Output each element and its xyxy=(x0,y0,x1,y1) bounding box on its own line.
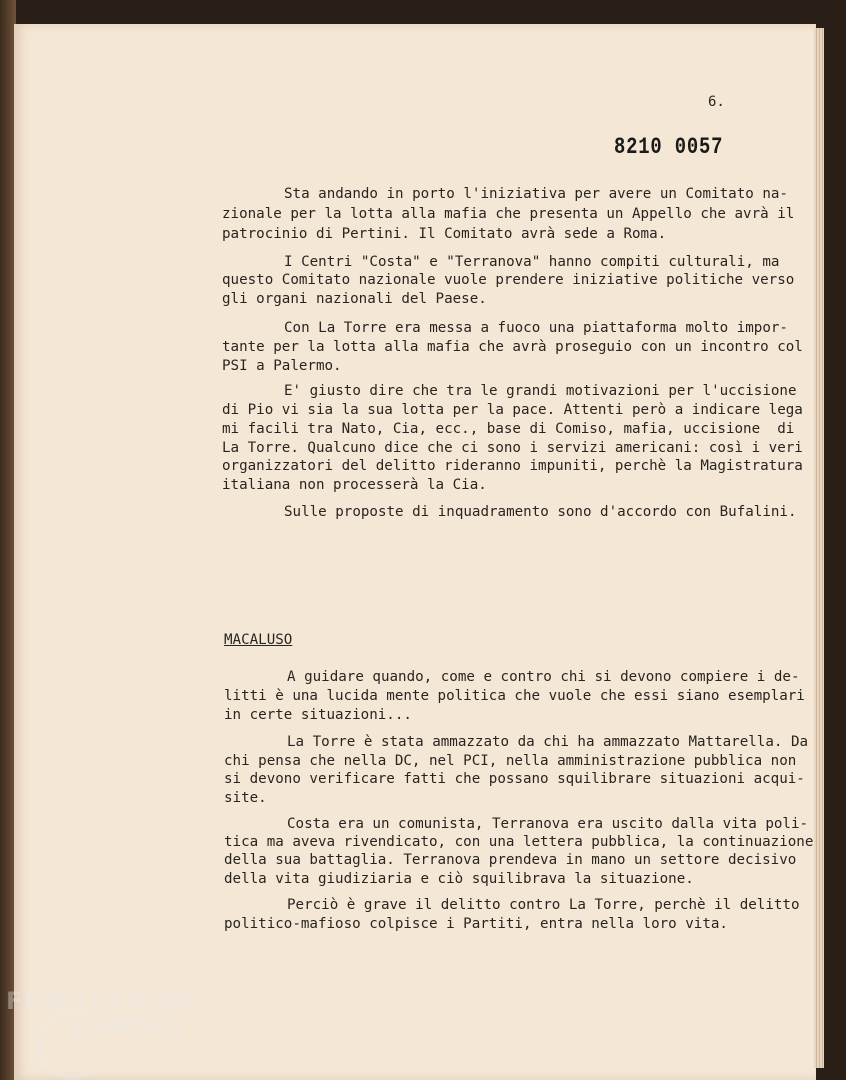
text-line: Sulle proposte di inquadramento sono d'accordo con Bufalini. xyxy=(284,504,797,520)
text-line: italiana non processerà la Cia. xyxy=(222,477,487,493)
text-line: di Pio vi sia la sua lotta per la pace. Attenti però a indicare lega xyxy=(222,402,803,418)
text-line: A guidare quando, come e contro chi si devono compiere i de- xyxy=(287,669,800,685)
text-line: La Torre. Qualcuno dice che ci sono i servizi americani: così i veri xyxy=(222,440,803,456)
archive-stamp-code: 8210 0057 xyxy=(614,134,724,160)
text-line: zionale per la lotta alla mafia che presenta un Appello che avrà il xyxy=(222,206,795,222)
stacked-page-edges xyxy=(814,28,824,1068)
section-heading: MACALUSO xyxy=(224,632,293,648)
text-line: della vita giudiziaria e ciò squilibrava la situazione. xyxy=(224,871,694,887)
text-line: in certe situazioni... xyxy=(224,707,412,723)
text-line: Costa era un comunista, Terranova era uscito dalla vita poli- xyxy=(287,816,809,832)
watermark-line-2: RAMSCI xyxy=(72,1013,183,1041)
text-line: litti è una lucida mente politica che vuole che essi siano esemplari xyxy=(224,688,805,704)
text-line: politico-mafioso colpisce i Partiti, entra nella loro vita. xyxy=(224,916,728,932)
text-line: tante per la lotta alla mafia che avrà proseguio con un incontro col xyxy=(222,339,803,355)
text-line: site. xyxy=(224,790,267,806)
text-line: si devono verificare fatti che possano squilibrare situazioni acqui- xyxy=(224,771,805,787)
text-line: I Centri "Costa" e "Terranova" hanno compiti culturali, ma xyxy=(284,254,780,270)
text-line: PSI a Palermo. xyxy=(222,358,342,374)
text-line: chi pensa che nella DC, nel PCI, nella amministrazione pubblica non xyxy=(224,753,797,769)
text-line: organizzatori del delitto rideranno impuniti, perchè la Magistratura xyxy=(222,458,803,474)
text-line: La Torre è stata ammazzato da chi ha ammazzato Mattarella. Da xyxy=(287,734,809,750)
text-line: patrocinio di Pertini. Il Comitato avrà sede a Roma. xyxy=(222,226,667,242)
page-number: 6. xyxy=(708,94,725,110)
watermark xyxy=(6,988,195,1040)
text-line: Sta andando in porto l'iniziativa per avere un Comitato na- xyxy=(284,186,788,202)
text-line: tica ma aveva rivendicato, con una lettera pubblica, la continuazione xyxy=(224,834,814,850)
text-line: mi facili tra Nato, Cia, ecc., base di Comiso, mafia, uccisione di xyxy=(222,421,795,437)
text-line: Con La Torre era messa a fuoco una piattaforma molto impor- xyxy=(284,320,788,336)
watermark-line-1: FONDAZIONE xyxy=(6,987,195,1015)
text-line: Perciò è grave il delitto contro La Torre, perchè il delitto xyxy=(287,897,800,913)
text-line: gli organi nazionali del Paese. xyxy=(222,291,487,307)
text-line: della sua battaglia. Terranova prendeva in mano un settore decisivo xyxy=(224,852,797,868)
text-line: questo Comitato nazionale vuole prendere iniziative politiche verso xyxy=(222,272,795,288)
text-line: E' giusto dire che tra le grandi motivazioni per l'uccisione xyxy=(284,383,797,399)
